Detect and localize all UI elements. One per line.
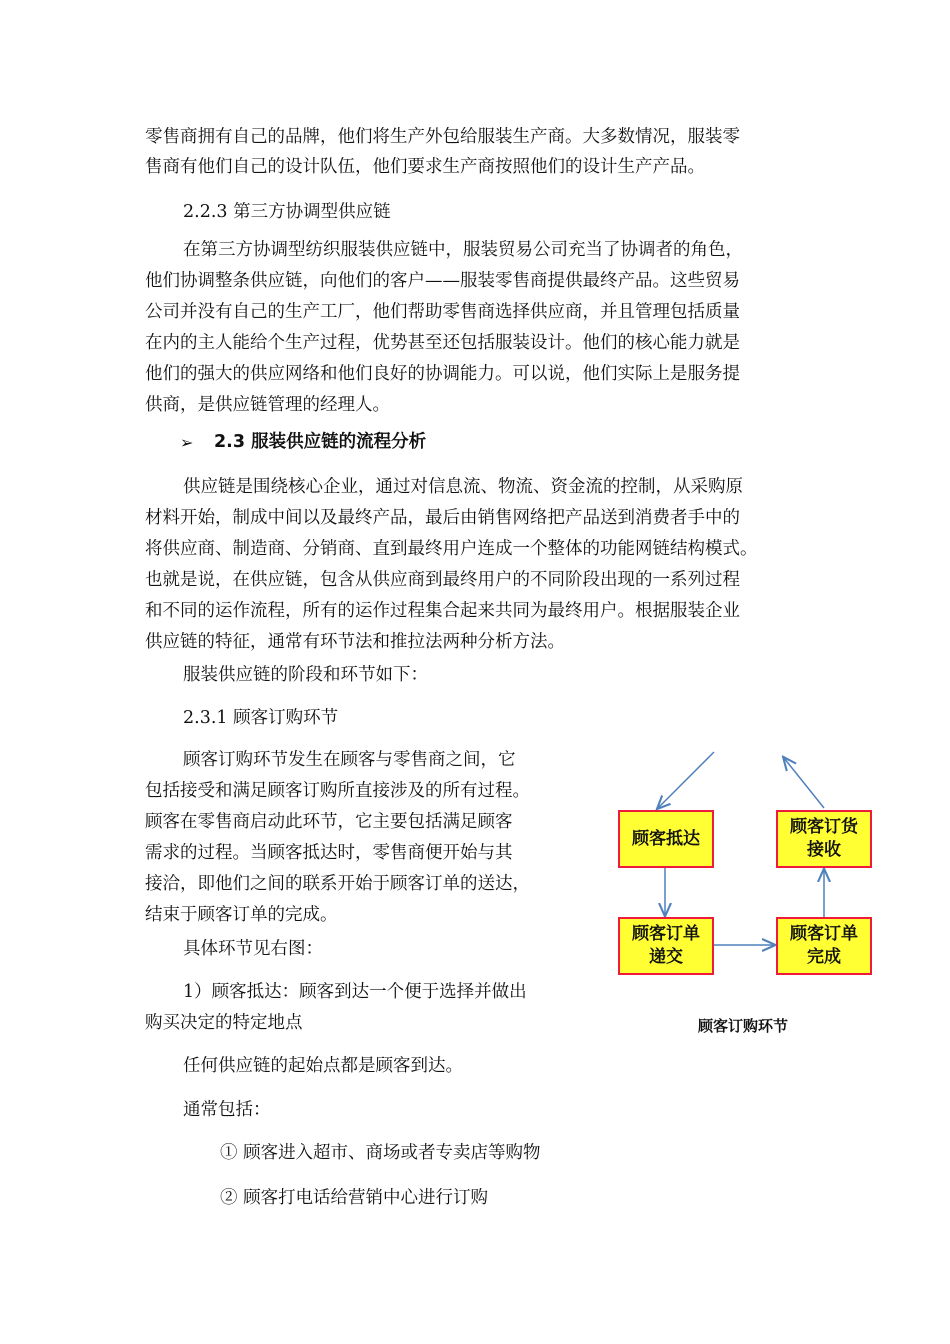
arrow-into-arrive: [658, 752, 714, 808]
box-order-complete-line-2: 完成: [807, 947, 841, 967]
heading-2-3: 2.3 服装供应链的流程分析: [214, 432, 427, 452]
list-item-1: ① 顾客进入超市、商场或者专卖店等购物: [220, 1143, 541, 1163]
diagram-caption: 顾客订购环节: [698, 1017, 789, 1035]
para3-line-3: 将供应商、制造商、分销商、直到最终用户连成一个整体的功能网链结构模式。: [145, 539, 758, 559]
para2-line-3: 公司并没有自己的生产工厂，他们帮助零售商选择供应商，并且管理包括质量: [145, 302, 740, 322]
para3-line-1: 供应链是围绕核心企业，通过对信息流、物流、资金流的控制，从采购原: [183, 477, 743, 497]
stages-intro: 服装供应链的阶段和环节如下：: [183, 665, 428, 685]
box-order-submit-label: [632, 923, 700, 969]
see-right-note: 具体环节见右图：: [183, 939, 323, 959]
para1-line-2: 售商有他们自己的设计队伍，他们要求生产商按照他们的设计生产产品。: [145, 157, 705, 177]
heading-2-3-1: 2.3.1 顾客订购环节: [183, 708, 339, 728]
para3-line-2: 材料开始，制成中间以及最终产品，最后由销售网络把产品送到消费者手中的: [145, 508, 740, 528]
para1-line-1: 零售商拥有自己的品牌，他们将生产外包给服装生产商。大多数情况，服装零: [145, 127, 740, 147]
box-order-receive-line-1: 顾客订货: [790, 817, 858, 838]
box-order-receive-label: [790, 816, 858, 862]
para3-line-6: 供应链的特征，通常有环节法和推拉法两种分析方法。: [145, 632, 565, 652]
box-order-complete: [776, 917, 872, 975]
para2-line-5: 他们的强大的供应网络和他们良好的协调能力。可以说，他们实际上是服务提: [145, 364, 740, 384]
item1-line-2: 购买决定的特定地点: [145, 1013, 303, 1033]
box-customer-arrive-label: 顾客抵达: [632, 828, 700, 849]
box-order-complete-line-1: 顾客订单: [790, 924, 858, 945]
box-order-complete-label: [790, 923, 858, 969]
box-order-receive: [776, 810, 872, 868]
para3-line-4: 也就是说，在供应链，包含从供应商到最终用户的不同阶段出现的一系列过程: [145, 570, 740, 590]
para2-line-2: 他们协调整条供应链，向他们的客户——服装零售商提供最终产品。这些贸易: [145, 271, 740, 291]
box-customer-arrive: [618, 810, 714, 868]
para3-line-5: 和不同的运作流程，所有的运作过程集合起来共同为最终用户。根据服装企业: [145, 601, 740, 621]
para4-line-2: 包括接受和满足顾客订购所直接涉及的所有过程。: [145, 781, 530, 801]
box-order-submit-line-2: 递交: [649, 947, 683, 967]
usually-includes: 通常包括：: [183, 1100, 271, 1120]
box-order-submit: [618, 917, 714, 975]
para4-line-3: 顾客在零售商启动此环节，它主要包括满足顾客: [145, 812, 513, 832]
arrow-out-of-receive: [784, 758, 824, 808]
para2-line-1: 在第三方协调型纺织服装供应链中，服装贸易公司充当了协调者的角色，: [183, 240, 743, 260]
list-item-2: ② 顾客打电话给营销中心进行订购: [220, 1188, 489, 1208]
para2-line-4: 在内的主人能给个生产过程，优势甚至还包括服装设计。他们的核心能力就是: [145, 333, 740, 353]
diagram-arrows: [608, 742, 898, 1042]
start-point-note: 任何供应链的起始点都是顾客到达。: [183, 1056, 463, 1076]
box-order-submit-line-1: 顾客订单: [632, 924, 700, 945]
para4-line-1: 顾客订购环节发生在顾客与零售商之间，它: [183, 750, 516, 770]
box-order-receive-line-2: 接收: [807, 840, 841, 860]
item1-line-1: 1）顾客抵达：顾客到达一个便于选择并做出: [183, 982, 527, 1002]
section-bullet-icon: ➢: [180, 433, 194, 452]
para4-line-5: 接洽，即他们之间的联系开始于顾客订单的送达，: [145, 874, 530, 894]
para4-line-4: 需求的过程。当顾客抵达时，零售商便开始与其: [145, 843, 513, 863]
heading-2-2-3: 2.2.3 第三方协调型供应链: [183, 202, 391, 222]
para4-line-6: 结束于顾客订单的完成。: [145, 905, 338, 925]
customer-order-flow-diagram: [608, 742, 898, 1042]
para2-line-6: 供商，是供应链管理的经理人。: [145, 395, 390, 415]
